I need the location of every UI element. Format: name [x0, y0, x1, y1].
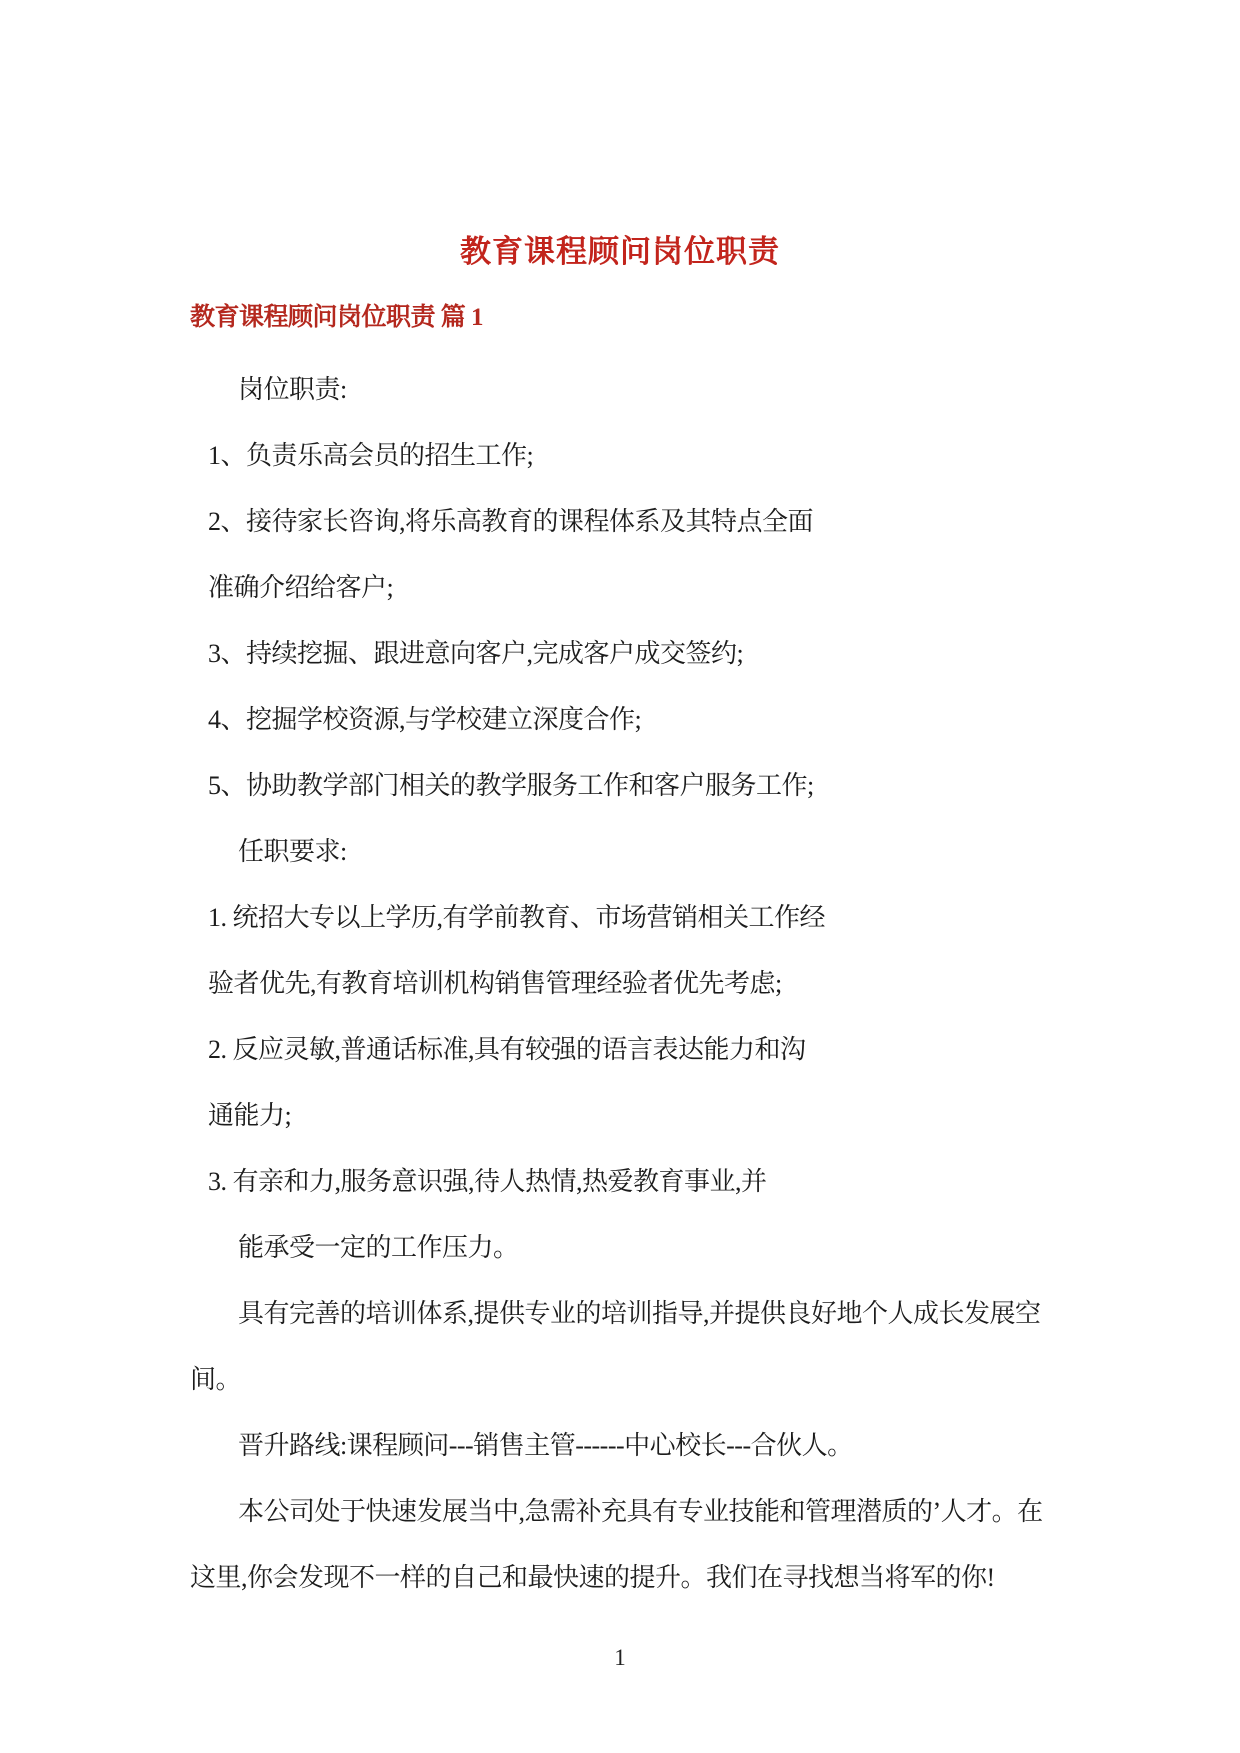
text-line: 3、持续挖掘、跟进意向客户,完成客户成交签约;	[208, 639, 744, 668]
text-line: 岗位职责:	[238, 375, 347, 404]
text-line: 1. 统招大专以上学历,有学前教育、市场营销相关工作经	[208, 903, 826, 932]
text-line: 本公司处于快速发展当中,急需补充具有专业技能和管理潜质的’人才。在	[238, 1497, 1043, 1526]
text-line: 晋升路线:课程顾问---销售主管------中心校长---合伙人。	[238, 1431, 853, 1460]
text-line: 验者优先,有教育培训机构销售管理经验者优先考虑;	[208, 969, 782, 998]
document-body	[190, 357, 1070, 1611]
text-line: 任职要求:	[238, 837, 347, 866]
text-line: 1、负责乐高会员的招生工作;	[208, 441, 534, 470]
text-line: 这里,你会发现不一样的自己和最快速的提升。我们在寻找想当将军的你!	[190, 1563, 995, 1592]
page-number-label: 1	[614, 1645, 626, 1670]
text-line: 2. 反应灵敏,普通话标准,具有较强的语言表达能力和沟	[208, 1035, 806, 1064]
text-line: 能承受一定的工作压力。	[238, 1233, 519, 1262]
text-line: 2、接待家长咨询,将乐高教育的课程体系及其特点全面	[208, 507, 814, 536]
text-line: 准确介绍给客户;	[208, 573, 394, 602]
text-line: 3. 有亲和力,服务意识强,待人热情,热爱教育事业,并	[208, 1167, 767, 1196]
text-line: 4、挖掘学校资源,与学校建立深度合作;	[208, 705, 642, 734]
text-line: 具有完善的培训体系,提供专业的培训指导,并提供良好地个人成长发展空	[238, 1299, 1041, 1328]
text-line: 通能力;	[208, 1101, 292, 1130]
text-line: 间。	[190, 1365, 242, 1394]
document-title: 教育课程顾问岗位职责	[460, 234, 780, 269]
section-heading: 教育课程顾问岗位职责 篇 1	[190, 304, 484, 331]
text-line: 5、协助教学部门相关的教学服务工作和客户服务工作;	[208, 771, 814, 800]
